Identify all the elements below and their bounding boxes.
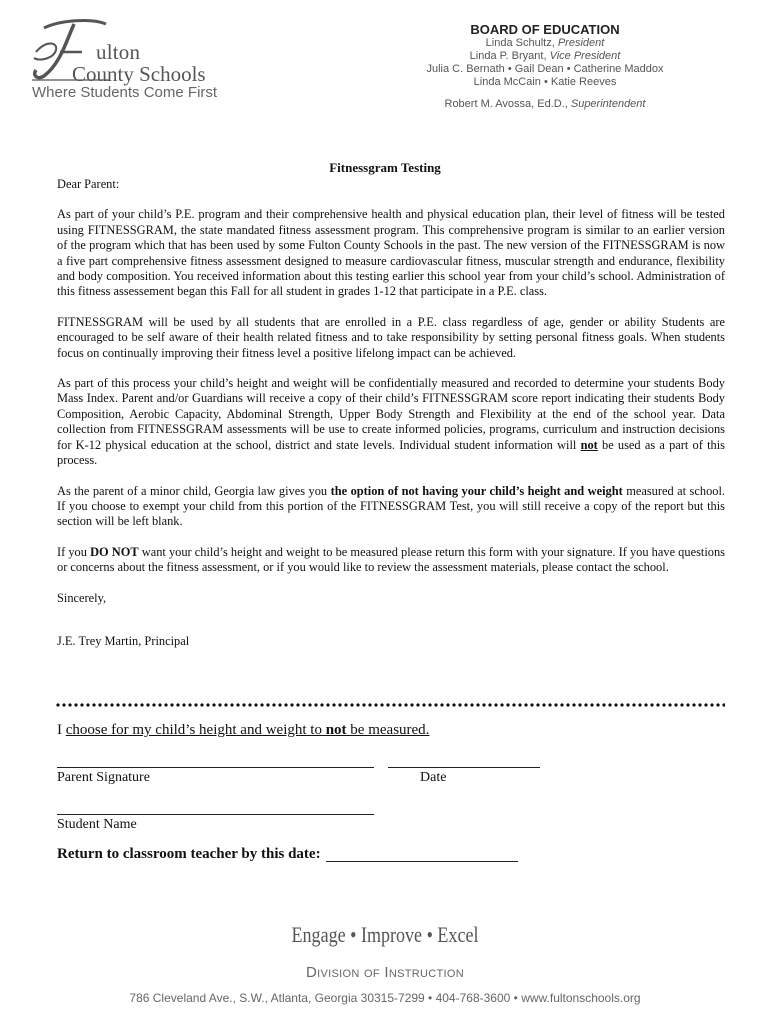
salutation: Dear Parent: <box>57 177 120 191</box>
opt-out-statement: I choose for my child’s height and weight to not be measured. <box>57 722 430 738</box>
footer-division: Division of Instruction <box>306 964 464 981</box>
dotted-divider <box>55 702 725 708</box>
paragraph-5: If you DO NOT want your child’s height and weight to be measured please return this form with your signature. If you have questions or concerns about the fitness assessment, or if you would like to review the assessment materials, please contact the school. <box>57 544 725 575</box>
board-of-education <box>395 22 695 111</box>
board-heading: BOARD OF EDUCATION <box>470 22 620 37</box>
parent-signature-label: Parent Signature <box>57 770 150 785</box>
logo-text-county-schools: County Schools <box>72 62 206 86</box>
board-president: Linda Schultz, President <box>485 37 605 49</box>
letter-title: Fitnessgram Testing <box>329 160 441 175</box>
board-members-1: Julia C. Bernath • Gail Dean • Catherine Maddox <box>426 63 664 75</box>
board-vice-president: Linda P. Bryant, Vice President <box>469 50 621 62</box>
superintendent: Robert M. Avossa, Ed.D., Superintendent <box>444 98 646 110</box>
parent-signature-line[interactable] <box>57 767 374 768</box>
student-name-line[interactable] <box>57 814 374 815</box>
paragraph-2: FITNESSGRAM will be used by all students that are enrolled in a P.E. class regardless of age, gender or ability Students are encouraged to be self aware of their health related fitness and to take responsibility by setting personal fitness goals. When students focus on continually improving their fitness level a positive lifelong impact can be achieved. <box>57 314 725 360</box>
logo-tagline: Where Students Come First <box>32 84 218 101</box>
board-members-2: Linda McCain • Katie Reeves <box>473 76 617 88</box>
closing: Sincerely, <box>57 590 107 605</box>
paragraph-3: As part of this process your child’s height and weight will be confidentially measured and recorded to determine your students Body Mass Index. Parent and/or Guardians will receive a copy of their child’s FITNESSGRAM score report indicating their students Body Composition, Aerobic Capacity, Abdominal Strength, Upper Body Strength and Flexibility at the end of the school year. Data collection from FITNESSGRAM assessments will be use to create informed policies, programs, curriculum and instruction decisions for K-12 physical education at the school, district and state levels. Individual student information will not be used as a part of this process. <box>57 376 725 468</box>
paragraph-1: As part of your child’s P.E. program and their comprehensive health and physical education plan, their level of fitness will be tested using FITNESSGRAM, the state mandated fitness assessment program. This comprehensive program is similar to an earlier version of the program which that has been used by some Fulton County Schools in the past. The new version of the FITNESSGRAM is now a five part comprehensive fitness assessment designed to measure cardiovascular fitness, muscular strength and endurance, flexibility and body composition. You received information about this testing earlier this school year from your child’s school. Administration of this fitness assessement began this Fall for all student in grades 1-12 that participate in a P.E. class. <box>57 207 725 299</box>
student-name-label: Student Name <box>57 817 137 832</box>
logo-text-ulton: ulton <box>96 40 141 64</box>
letter-body <box>57 177 725 664</box>
date-line[interactable] <box>388 767 540 768</box>
footer-address: 786 Cleveland Ave., S.W., Atlanta, Georgia 30315-7299 • 404-768-3600 • www.fultonschools.org <box>129 991 641 1005</box>
district-logo <box>30 18 218 104</box>
signer: J.E. Trey Martin, Principal <box>57 633 190 648</box>
date-label: Date <box>420 770 447 785</box>
footer-motto: Engage • Improve • Excel <box>291 922 479 947</box>
return-by-date: Return to classroom teacher by this date: <box>57 846 321 862</box>
return-date-line[interactable] <box>326 861 518 862</box>
paragraph-4: As the parent of a minor child, Georgia law gives you the option of not having your child’s height and weight measured at school. If you choose to exempt your child from this portion of the FITNESSGRAM Test, you will still receive a copy of the report but this section will be left blank. <box>57 483 725 529</box>
